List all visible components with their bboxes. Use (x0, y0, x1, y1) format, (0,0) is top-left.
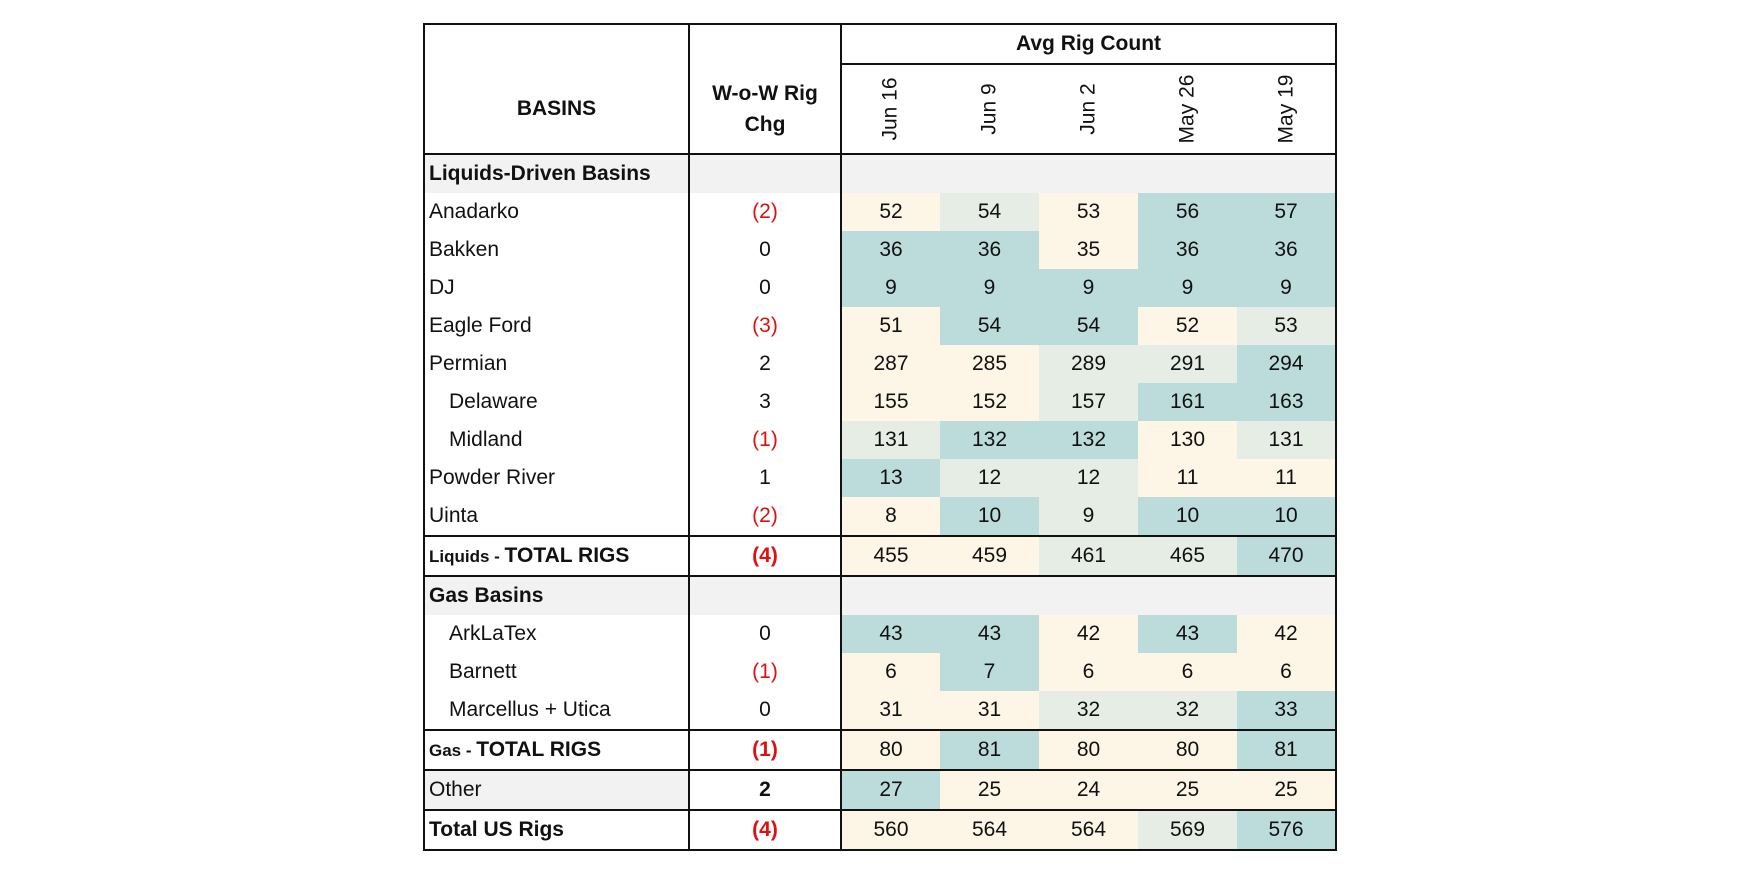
rig-count-cell: 54 (1039, 307, 1138, 345)
rig-count-cell: 54 (940, 307, 1039, 345)
rig-count-cell: 11 (1138, 459, 1237, 497)
rig-count-cell: 285 (940, 345, 1039, 383)
rig-count-cell: 294 (1237, 345, 1336, 383)
date-header (1039, 64, 1138, 154)
section-header-row (424, 576, 1336, 615)
total-rigs-label (424, 536, 689, 576)
header-blank-basins (424, 24, 689, 64)
rig-count-cell: 287 (841, 345, 940, 383)
basin-row (424, 231, 1336, 269)
rig-count-cell: 131 (1237, 421, 1336, 459)
date-header-label: Jun 2 (1076, 83, 1100, 135)
section-blank-change (689, 154, 841, 193)
rig-count-cell: 12 (940, 459, 1039, 497)
wow-change-cell: 0 (689, 615, 841, 653)
rig-count-cell: 80 (1039, 730, 1138, 770)
rig-count-cell: 11 (1237, 459, 1336, 497)
rig-count-cell: 53 (1237, 307, 1336, 345)
total-prefix: Gas - (429, 741, 477, 760)
avg-rig-count-title: Avg Rig Count (841, 24, 1336, 64)
rig-count-cell: 13 (841, 459, 940, 497)
header-blank-change (689, 24, 841, 64)
rig-count-cell: 455 (841, 536, 940, 576)
rig-count-cell: 27 (841, 770, 940, 810)
section-blank-change (689, 576, 841, 615)
wow-change-cell: 0 (689, 231, 841, 269)
rig-count-cell: 25 (1237, 770, 1336, 810)
rig-count-cell: 459 (940, 536, 1039, 576)
basin-name: Delaware (424, 383, 689, 421)
rig-count-cell: 42 (1039, 615, 1138, 653)
date-header (841, 64, 940, 154)
wow-change-cell: 1 (689, 459, 841, 497)
header-row-labels (424, 64, 1336, 154)
rig-count-cell: 461 (1039, 536, 1138, 576)
rig-count-cell: 7 (940, 653, 1039, 691)
rig-count-cell: 9 (1237, 269, 1336, 307)
basin-name: DJ (424, 269, 689, 307)
basin-row (424, 383, 1336, 421)
wow-change-cell: (2) (689, 497, 841, 536)
date-header (1237, 64, 1336, 154)
rig-count-cell: 80 (841, 730, 940, 770)
basin-name: Powder River (424, 459, 689, 497)
rig-count-cell: 9 (841, 269, 940, 307)
rig-count-cell: 291 (1138, 345, 1237, 383)
rig-count-cell: 569 (1138, 810, 1237, 850)
rig-count-cell: 36 (841, 231, 940, 269)
rig-count-cell: 132 (940, 421, 1039, 459)
date-header-label: Jun 9 (977, 83, 1001, 135)
wow-change-cell: 0 (689, 691, 841, 730)
wow-change-cell: 2 (689, 770, 841, 810)
rig-count-cell: 155 (841, 383, 940, 421)
rig-count-cell: 10 (940, 497, 1039, 536)
rig-count-cell: 560 (841, 810, 940, 850)
basin-row (424, 615, 1336, 653)
basin-row (424, 269, 1336, 307)
wow-change-header-line2: Chg (744, 112, 786, 136)
basin-row (424, 497, 1336, 536)
basin-row (424, 421, 1336, 459)
rig-count-cell: 81 (940, 730, 1039, 770)
rig-count-cell: 157 (1039, 383, 1138, 421)
other-row (424, 770, 1336, 810)
rig-count-cell: 43 (940, 615, 1039, 653)
rig-count-cell: 576 (1237, 810, 1336, 850)
basin-row (424, 459, 1336, 497)
rig-count-cell: 54 (940, 193, 1039, 231)
rig-count-cell: 9 (940, 269, 1039, 307)
basin-name: Barnett (424, 653, 689, 691)
rig-count-cell: 57 (1237, 193, 1336, 231)
rig-count-cell: 31 (940, 691, 1039, 730)
rig-count-cell: 152 (940, 383, 1039, 421)
wow-change-cell: (3) (689, 307, 841, 345)
date-header-label: May 19 (1274, 74, 1297, 144)
wow-change-header-line1: W-o-W Rig (712, 81, 818, 105)
rig-count-cell: 56 (1138, 193, 1237, 231)
rig-count-cell: 10 (1138, 497, 1237, 536)
rig-count-cell: 9 (1138, 269, 1237, 307)
rig-count-cell: 564 (1039, 810, 1138, 850)
section-blank-values (841, 576, 1336, 615)
rig-count-cell: 43 (841, 615, 940, 653)
rig-count-cell: 81 (1237, 730, 1336, 770)
wow-change-cell: 2 (689, 345, 841, 383)
rig-count-cell: 32 (1039, 691, 1138, 730)
basin-name: Eagle Ford (424, 307, 689, 345)
header-row-top (424, 24, 1336, 64)
rig-count-cell: 9 (1039, 497, 1138, 536)
rig-count-cell: 130 (1138, 421, 1237, 459)
rig-count-cell: 6 (1039, 653, 1138, 691)
rig-count-cell: 6 (1237, 653, 1336, 691)
basin-name: Bakken (424, 231, 689, 269)
rig-count-cell: 12 (1039, 459, 1138, 497)
wow-change-cell: 3 (689, 383, 841, 421)
rig-count-cell: 35 (1039, 231, 1138, 269)
rig-count-cell: 163 (1237, 383, 1336, 421)
rig-count-cell: 42 (1237, 615, 1336, 653)
section-header-row (424, 154, 1336, 193)
section-title: Gas Basins (424, 576, 689, 615)
rig-count-cell: 53 (1039, 193, 1138, 231)
basin-name: ArkLaTex (424, 615, 689, 653)
rig-count-cell: 564 (940, 810, 1039, 850)
basin-row (424, 193, 1336, 231)
basin-name: Permian (424, 345, 689, 383)
wow-change-cell: 0 (689, 269, 841, 307)
rig-count-cell: 33 (1237, 691, 1336, 730)
rig-count-cell: 24 (1039, 770, 1138, 810)
date-header-label: Jun 16 (879, 77, 902, 141)
wow-change-cell: (4) (689, 810, 841, 850)
rig-count-cell: 131 (841, 421, 940, 459)
rig-count-cell: 36 (1138, 231, 1237, 269)
basin-name: Anadarko (424, 193, 689, 231)
basin-row (424, 653, 1336, 691)
total-label: TOTAL RIGS (504, 544, 630, 567)
rig-count-cell: 470 (1237, 536, 1336, 576)
total-rigs-row (424, 536, 1336, 576)
rig-count-cell: 9 (1039, 269, 1138, 307)
rig-count-cell: 25 (1138, 770, 1237, 810)
basin-name: Marcellus + Utica (424, 691, 689, 730)
rig-count-cell: 25 (940, 770, 1039, 810)
rig-count-cell: 132 (1039, 421, 1138, 459)
basin-row (424, 345, 1336, 383)
date-header (940, 64, 1039, 154)
rig-count-cell: 161 (1138, 383, 1237, 421)
rig-count-table (423, 23, 1337, 851)
date-header (1138, 64, 1237, 154)
basin-name: Midland (424, 421, 689, 459)
basins-header: BASINS (424, 64, 689, 154)
rig-count-cell: 10 (1237, 497, 1336, 536)
rig-count-cell: 31 (841, 691, 940, 730)
wow-change-cell: (4) (689, 536, 841, 576)
rig-count-cell: 36 (1237, 231, 1336, 269)
wow-change-cell: (2) (689, 193, 841, 231)
wow-change-header (689, 64, 841, 154)
total-us-rigs-row (424, 810, 1336, 850)
total-rigs-label (424, 730, 689, 770)
rig-count-cell: 52 (841, 193, 940, 231)
rig-count-cell: 80 (1138, 730, 1237, 770)
rig-count-cell: 51 (841, 307, 940, 345)
section-title: Liquids-Driven Basins (424, 154, 689, 193)
rig-count-cell: 465 (1138, 536, 1237, 576)
total-us-rigs-label: Total US Rigs (424, 810, 689, 850)
rig-count-cell: 6 (1138, 653, 1237, 691)
rig-count-cell: 32 (1138, 691, 1237, 730)
rig-count-cell: 43 (1138, 615, 1237, 653)
rig-count-cell: 52 (1138, 307, 1237, 345)
wow-change-cell: (1) (689, 730, 841, 770)
basin-name: Uinta (424, 497, 689, 536)
rig-count-cell: 289 (1039, 345, 1138, 383)
wow-change-cell: (1) (689, 653, 841, 691)
basin-row (424, 307, 1336, 345)
section-blank-values (841, 154, 1336, 193)
wow-change-cell: (1) (689, 421, 841, 459)
total-label: TOTAL RIGS (476, 738, 602, 761)
date-header-label: May 26 (1175, 74, 1199, 144)
rig-count-cell: 36 (940, 231, 1039, 269)
total-rigs-row (424, 730, 1336, 770)
other-label: Other (424, 770, 689, 810)
basin-row (424, 691, 1336, 730)
rig-count-cell: 8 (841, 497, 940, 536)
rig-count-cell: 6 (841, 653, 940, 691)
total-prefix: Liquids - (429, 547, 505, 566)
